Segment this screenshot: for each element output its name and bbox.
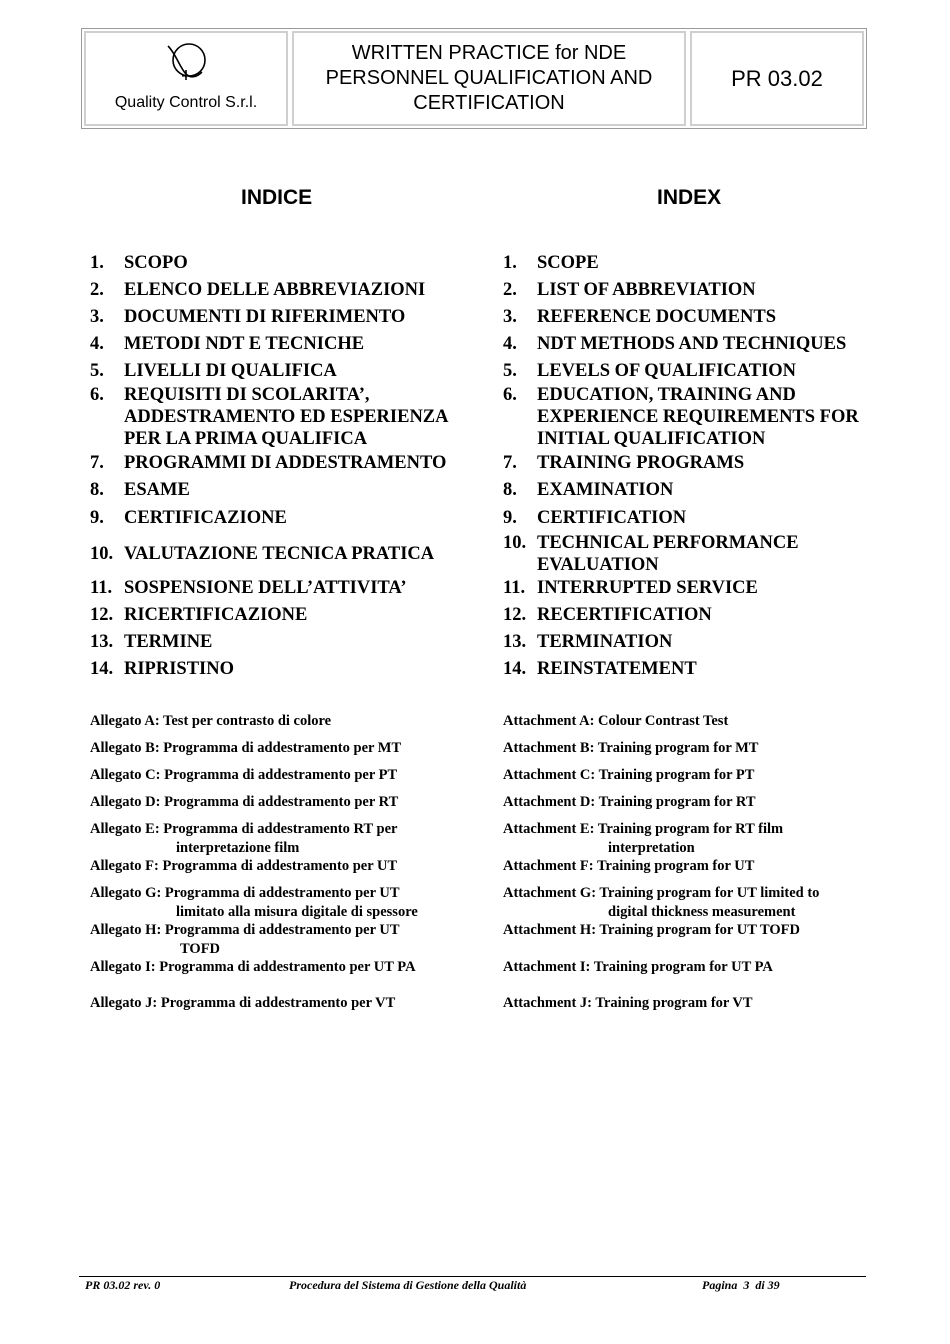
attachment-title: Allegato J: Programma di addestramento per VT [90, 995, 396, 1011]
toc-item-number: 8. [503, 480, 517, 500]
attachment-item [90, 921, 400, 958]
toc-item [503, 306, 917, 328]
toc-item-label: CERTIFICATION [537, 508, 687, 528]
toc-item [90, 279, 504, 301]
attachment-title: Attachment F: Training program for UT [503, 858, 755, 874]
toc-item-number: 9. [503, 508, 517, 528]
toc-item [90, 479, 504, 501]
toc-item-label: PROGRAMMI DI ADDESTRAMENTO [124, 453, 447, 473]
toc-item-number: 6. [90, 385, 104, 405]
toc-item-label: RIPRISTINO [124, 659, 234, 679]
attachment-title: Allegato D: Programma di addestramento per RT [90, 794, 399, 810]
toc-item-label: ADDESTRAMENTO ED ESPERIENZA [124, 407, 449, 427]
toc-item-label: INITIAL QUALIFICATION [537, 429, 766, 449]
attachment-item [90, 739, 401, 758]
toc-item-number: 12. [503, 605, 527, 625]
toc-item-number: 3. [503, 307, 517, 327]
attachment-title: Attachment C: Training program for PT [503, 767, 755, 783]
attachment-item [90, 857, 397, 876]
toc-item [90, 658, 504, 680]
toc-item-label: RECERTIFICATION [537, 605, 712, 625]
attachment-title: Allegato H: Programma di addestramento per UT [90, 922, 400, 938]
attachment-item [90, 766, 397, 785]
attachment-title: Attachment G: Training program for UT limited to [503, 885, 820, 901]
toc-item-label: PER LA PRIMA QUALIFICA [124, 429, 368, 449]
toc-item [90, 577, 504, 599]
attachment-title: Attachment H: Training program for UT TOFD [503, 922, 800, 938]
toc-item [90, 306, 504, 328]
attachment-title: Allegato B: Programma di addestramento per MT [90, 740, 402, 756]
attachment-title: Attachment I: Training program for UT PA [503, 959, 773, 975]
attachment-title: Attachment J: Training program for VT [503, 995, 753, 1011]
toc-item-number: 2. [503, 280, 517, 300]
toc-item [503, 384, 917, 450]
toc-item-number: 13. [503, 632, 527, 652]
attachment-item [90, 712, 331, 731]
toc-item-number: 6. [503, 385, 517, 405]
title-line: WRITTEN PRACTICE for NDE [351, 42, 627, 64]
attachment-title: Attachment D: Training program for RT [503, 794, 756, 810]
toc-item [503, 631, 917, 653]
footer-procedure: Procedura del Sistema di Gestione della Qualità [289, 1278, 527, 1292]
page-total: di 39 [755, 1278, 780, 1292]
attachment-title: Allegato F: Programma di addestramento per UT [90, 858, 398, 874]
toc-item-number: 12. [90, 605, 114, 625]
attachment-item [90, 820, 397, 857]
toc-item-label: TRAINING PROGRAMS [537, 453, 745, 473]
toc-item-label: ESAME [124, 480, 190, 500]
attachment-item [503, 884, 819, 921]
attachment-item [503, 857, 754, 876]
toc-item [503, 658, 917, 680]
document-header [81, 28, 867, 129]
toc-item-number: 14. [90, 659, 114, 679]
toc-item-number: 10. [90, 544, 114, 564]
toc-item-number: 7. [90, 453, 104, 473]
toc-item [503, 532, 917, 576]
toc-item [503, 604, 917, 626]
document-code: PR 03.02 [690, 31, 864, 126]
toc-item-label: ELENCO DELLE ABBREVIAZIONI [124, 280, 426, 300]
attachment-title: Allegato I: Programma di addestramento per UT PA [90, 959, 416, 975]
toc-item [90, 631, 504, 653]
toc-item-label: LIST OF ABBREVIATION [537, 280, 756, 300]
attachment-item [503, 793, 756, 812]
attachment-item [503, 712, 728, 731]
toc-item-number: 5. [90, 361, 104, 381]
heading-indice: INDICE [241, 186, 313, 209]
toc-item-number: 9. [90, 508, 104, 528]
toc-item-number: 10. [503, 533, 527, 553]
attachment-title-continued: interpretazione film [176, 839, 300, 856]
attachment-item [90, 793, 398, 812]
toc-item-label: RICERTIFICAZIONE [124, 605, 308, 625]
toc-item [90, 507, 504, 529]
toc-item-label: TERMINATION [537, 632, 673, 652]
title-line: CERTIFICATION [413, 92, 565, 114]
toc-item-label: CERTIFICAZIONE [124, 508, 287, 528]
toc-item-label: EXAMINATION [537, 480, 674, 500]
attachment-title-continued: digital thickness measurement [608, 903, 796, 920]
toc-item-label: REINSTATEMENT [537, 659, 697, 679]
toc-item-number: 7. [503, 453, 517, 473]
toc-item-label: TERMINE [124, 632, 213, 652]
toc-item-number: 11. [503, 578, 526, 598]
attachment-title: Allegato A: Test per contrasto di colore [90, 713, 332, 729]
heading-index: INDEX [657, 186, 722, 209]
toc-item-label: NDT METHODS AND TECHNIQUES [537, 334, 847, 354]
toc-item [503, 279, 917, 301]
page-number: 3 [743, 1278, 750, 1292]
toc-item-label: VALUTAZIONE TECNICA PRATICA [124, 544, 435, 564]
toc-item-label: TECHNICAL PERFORMANCE [537, 533, 799, 553]
toc-item-label: LIVELLI DI QUALIFICA [124, 361, 337, 381]
toc-item [503, 507, 917, 529]
attachment-title: Allegato E: Programma di addestramento RT per [90, 821, 398, 837]
toc-item-label: REQUISITI DI SCOLARITA’, [124, 385, 370, 405]
title-line: PERSONNEL QUALIFICATION AND [325, 67, 653, 89]
toc-item-label: SCOPO [124, 253, 188, 273]
toc-item [90, 604, 504, 626]
attachment-title-continued: interpretation [608, 839, 695, 856]
toc-item-label: INTERRUPTED SERVICE [537, 578, 758, 598]
attachment-item [90, 958, 416, 977]
toc-item [90, 252, 504, 274]
toc-item-number: 5. [503, 361, 517, 381]
toc-item [503, 479, 917, 501]
toc-item-number: 4. [503, 334, 517, 354]
toc-item-label: EDUCATION, TRAINING AND [537, 385, 796, 405]
attachment-title: Attachment E: Training program for RT film [503, 821, 784, 837]
toc-item-label: SOSPENSIONE DELL’ATTIVITA’ [124, 578, 407, 598]
toc-item-label: SCOPE [537, 253, 599, 273]
attachment-item [503, 766, 754, 785]
footer-divider [79, 1276, 866, 1277]
document-title [292, 31, 686, 126]
company-logo-icon [162, 40, 212, 84]
attachment-title: Allegato G: Programma di addestramento per UT [90, 885, 400, 901]
attachment-item [503, 921, 800, 940]
attachment-title-continued: TOFD [180, 940, 221, 957]
toc-item [90, 360, 504, 382]
toc-item [503, 333, 917, 355]
toc-item [503, 452, 917, 474]
toc-item-number: 8. [90, 480, 104, 500]
toc-item-number: 1. [503, 253, 517, 273]
toc-item [90, 543, 504, 565]
attachment-item [90, 994, 395, 1013]
toc-item [90, 333, 504, 355]
toc-item-number: 3. [90, 307, 104, 327]
attachment-item [503, 820, 783, 857]
attachment-item [503, 958, 773, 977]
attachment-title: Attachment A: Colour Contrast Test [503, 713, 729, 729]
toc-item [503, 360, 917, 382]
footer-page [702, 1278, 780, 1293]
toc-item [90, 384, 504, 450]
page-label: Pagina [702, 1278, 738, 1292]
attachment-item [503, 994, 753, 1013]
toc-item-label: EXPERIENCE REQUIREMENTS FOR [537, 407, 859, 427]
company-name: Quality Control S.r.l. [114, 94, 258, 111]
toc-item-number: 4. [90, 334, 104, 354]
attachment-item [503, 739, 758, 758]
toc-item-label: DOCUMENTI DI RIFERIMENTO [124, 307, 406, 327]
attachment-item [90, 884, 418, 921]
toc-item-label: METODI NDT E TECNICHE [124, 334, 365, 354]
toc-item-number: 1. [90, 253, 104, 273]
toc-item-number: 11. [90, 578, 113, 598]
attachment-title-continued: limitato alla misura digitale di spessore [176, 903, 418, 920]
toc-item-label: REFERENCE DOCUMENTS [537, 307, 776, 327]
toc-item [90, 452, 504, 474]
toc-item [503, 252, 917, 274]
toc-item [503, 577, 917, 599]
toc-item-label: EVALUATION [537, 555, 659, 575]
toc-item-number: 2. [90, 280, 104, 300]
attachment-title: Allegato C: Programma di addestramento per PT [90, 767, 398, 783]
footer-revision: PR 03.02 rev. 0 [85, 1278, 161, 1292]
logo-cell [84, 31, 288, 126]
toc-item-label: LEVELS OF QUALIFICATION [537, 361, 797, 381]
toc-item-number: 13. [90, 632, 114, 652]
attachment-title: Attachment B: Training program for MT [503, 740, 759, 756]
toc-item-number: 14. [503, 659, 527, 679]
